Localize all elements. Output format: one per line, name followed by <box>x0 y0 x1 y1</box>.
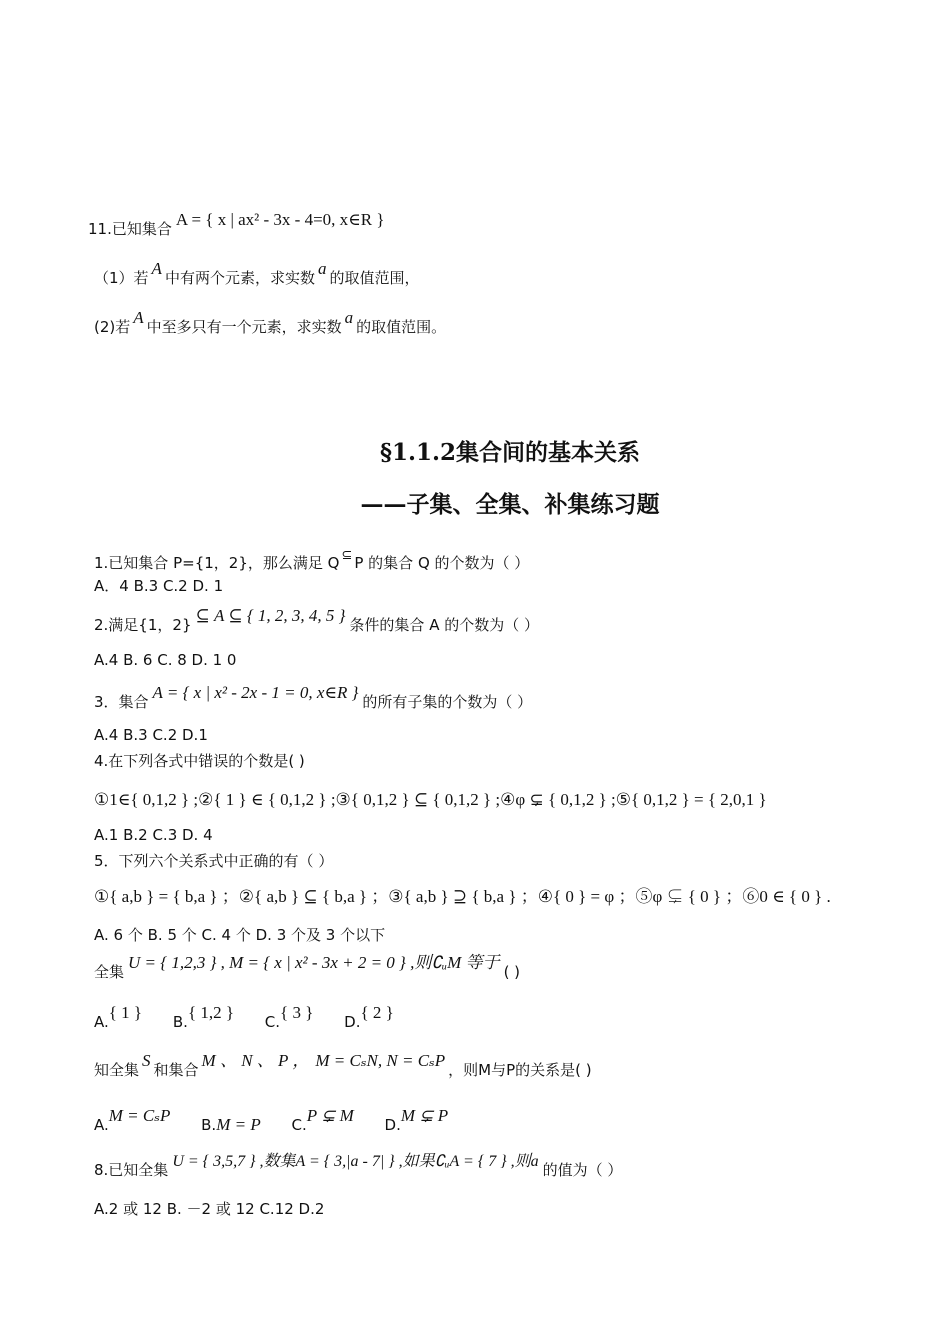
q2-text-a: 2.满足{1，2} <box>94 616 192 634</box>
q1-text-b: P 的集合 Q 的个数为（ ） <box>354 554 530 572</box>
q2-text-b: 条件的集合 A 的个数为（ ） <box>349 616 539 634</box>
q5-stem: 5．下列六个关系式中正确的有（ ） <box>94 852 334 870</box>
q7-option-a-label: A. <box>94 1116 109 1134</box>
q8-text-a: 8.已知全集 <box>94 1161 169 1179</box>
q6-math: U = { 1,2,3 } , M = { x | x² - 3x + 2 = 0 } ,则∁ᵤM 等于 <box>128 953 500 972</box>
q6-option-b-math: { 1,2 } <box>187 1003 235 1022</box>
q7-vars: M 、 N 、 P ， <box>201 1051 310 1070</box>
q7-math: M = CₛN, N = CₛP <box>315 1051 446 1070</box>
q6-option-c-math: { 3 } <box>280 1003 314 1022</box>
q11-part1-text-c: 的取值范围， <box>329 269 420 287</box>
q8-text-b: 的值为（ ） <box>542 1161 623 1179</box>
q7-var-s: S <box>142 1051 151 1070</box>
section-title: §1.1.2集合间的基本关系 <box>379 439 641 466</box>
q1-subset-symbol: ⊆ <box>341 548 353 563</box>
q6-option-a-label: A. <box>94 1013 109 1031</box>
q6-option-b-label: B. <box>172 1013 188 1031</box>
q3-stem <box>94 683 533 712</box>
q7-option-c-math: P ⊊ M <box>306 1106 354 1125</box>
q7-option-d-math: M ⊊ P <box>400 1106 449 1125</box>
q6-options <box>94 1003 394 1032</box>
q6-paren: ( ) <box>503 963 521 981</box>
q2-options: A.4 B. 6 C. 8 D. 1 0 <box>94 651 237 669</box>
q3-text-a: 3．集合 <box>94 693 149 711</box>
q7-paren: ( ) <box>575 1061 592 1079</box>
q1-stem <box>94 548 530 575</box>
q4-items-math: ①1∈{ 0,1,2 } ;②{ 1 } ∈ { 0,1,2 } ;③{ 0,1,2 } ⊆ { 0,1,2 } ;④φ ⊊ { 0,1,2 } ;⑤{ 0,1,2 } = { 2,0,1 } <box>94 790 767 809</box>
q11-set-math: A = { x | ax² - 3x - 4=0, x∈R } <box>175 210 385 229</box>
q7-option-d-label: D. <box>384 1116 401 1134</box>
q11-part2-var-a: A <box>133 308 144 327</box>
q4-stem: 4.在下列各式中错误的个数是( ) <box>94 752 305 770</box>
q11-part2 <box>94 308 447 337</box>
q1-text-a: 1.已知集合 P={1，2}，那么满足 Q <box>94 554 340 572</box>
q11-part1-var-2: a <box>317 259 327 278</box>
q3-options: A.4 B.3 C.2 D.1 <box>94 726 208 744</box>
q7-option-a-math: M = CₛP <box>108 1106 171 1125</box>
q6-option-a-math: { 1 } <box>108 1003 143 1022</box>
q2-math: ⊆ A ⊆ { 1, 2, 3, 4, 5 } <box>195 606 346 625</box>
q11-label: 11.已知集合 <box>88 220 172 238</box>
section-subtitle: ——子集、全集、补集练习题 <box>360 491 660 518</box>
q11-part2-text-c: 的取值范围。 <box>356 318 447 336</box>
q4-options: A.1 B.2 C.3 D. 4 <box>94 826 213 844</box>
q4-items <box>94 790 767 810</box>
q7-stem <box>94 1051 592 1080</box>
q7-option-b-label: B. <box>201 1116 217 1134</box>
q11-part1 <box>94 259 420 288</box>
q6-option-c-label: C. <box>264 1013 281 1031</box>
q5-items <box>94 887 831 907</box>
q6-option-d-math: { 2 } <box>360 1003 394 1022</box>
q11-part2-text-b: 中至多只有一个元素，求实数 <box>146 318 342 336</box>
q7-text-c: ，则M与P的关系是 <box>448 1061 576 1079</box>
q11-stem <box>88 210 385 239</box>
q8-stem <box>94 1153 623 1181</box>
q7-options <box>94 1106 449 1135</box>
q11-part1-text-b: 中有两个元素，求实数 <box>164 269 315 287</box>
q3-math: A = { x | x² - 2x - 1 = 0, x∈R } <box>152 683 359 702</box>
q6-prefix: 全集 <box>94 963 125 981</box>
q11-part2-var-2: a <box>344 308 354 327</box>
q7-text-b: 和集合 <box>153 1061 199 1079</box>
q7-option-b-math: M = P <box>216 1115 261 1134</box>
q1-options: A．4 B.3 C.2 D. 1 <box>94 577 224 595</box>
q8-options: A.2 或 12 B. －2 或 12 C.12 D.2 <box>94 1200 325 1218</box>
q11-part2-text-a: (2)若 <box>94 318 131 336</box>
q2-stem <box>94 606 539 635</box>
q6-stem <box>94 953 521 982</box>
q3-text-b: 的所有子集的个数为（ ） <box>362 693 533 711</box>
q11-part1-var-a: A <box>151 259 162 278</box>
q7-option-c-label: C. <box>291 1116 307 1134</box>
q6-option-d-label: D. <box>344 1013 361 1031</box>
q11-part1-text-a: （1）若 <box>94 269 149 287</box>
q5-items-math: ①{ a,b } = { b,a } ；②{ a,b } ⊆ { b,a } ；③{ a,b } ⊇ { b,a } ；④{ 0 } = φ ；⑤φ ⊊ { 0 } ；⑥0 ∈ { 0 } . <box>94 887 831 906</box>
q8-math: U = { 3,5,7 } ,数集A = { 3,|a - 7| } ,如果∁ᵤA = { 7 } ,则a <box>172 1153 539 1170</box>
q5-options: A. 6 个 B. 5 个 C. 4 个 D. 3 个及 3 个以下 <box>94 926 386 944</box>
q7-text-a: 知全集 <box>94 1061 140 1079</box>
